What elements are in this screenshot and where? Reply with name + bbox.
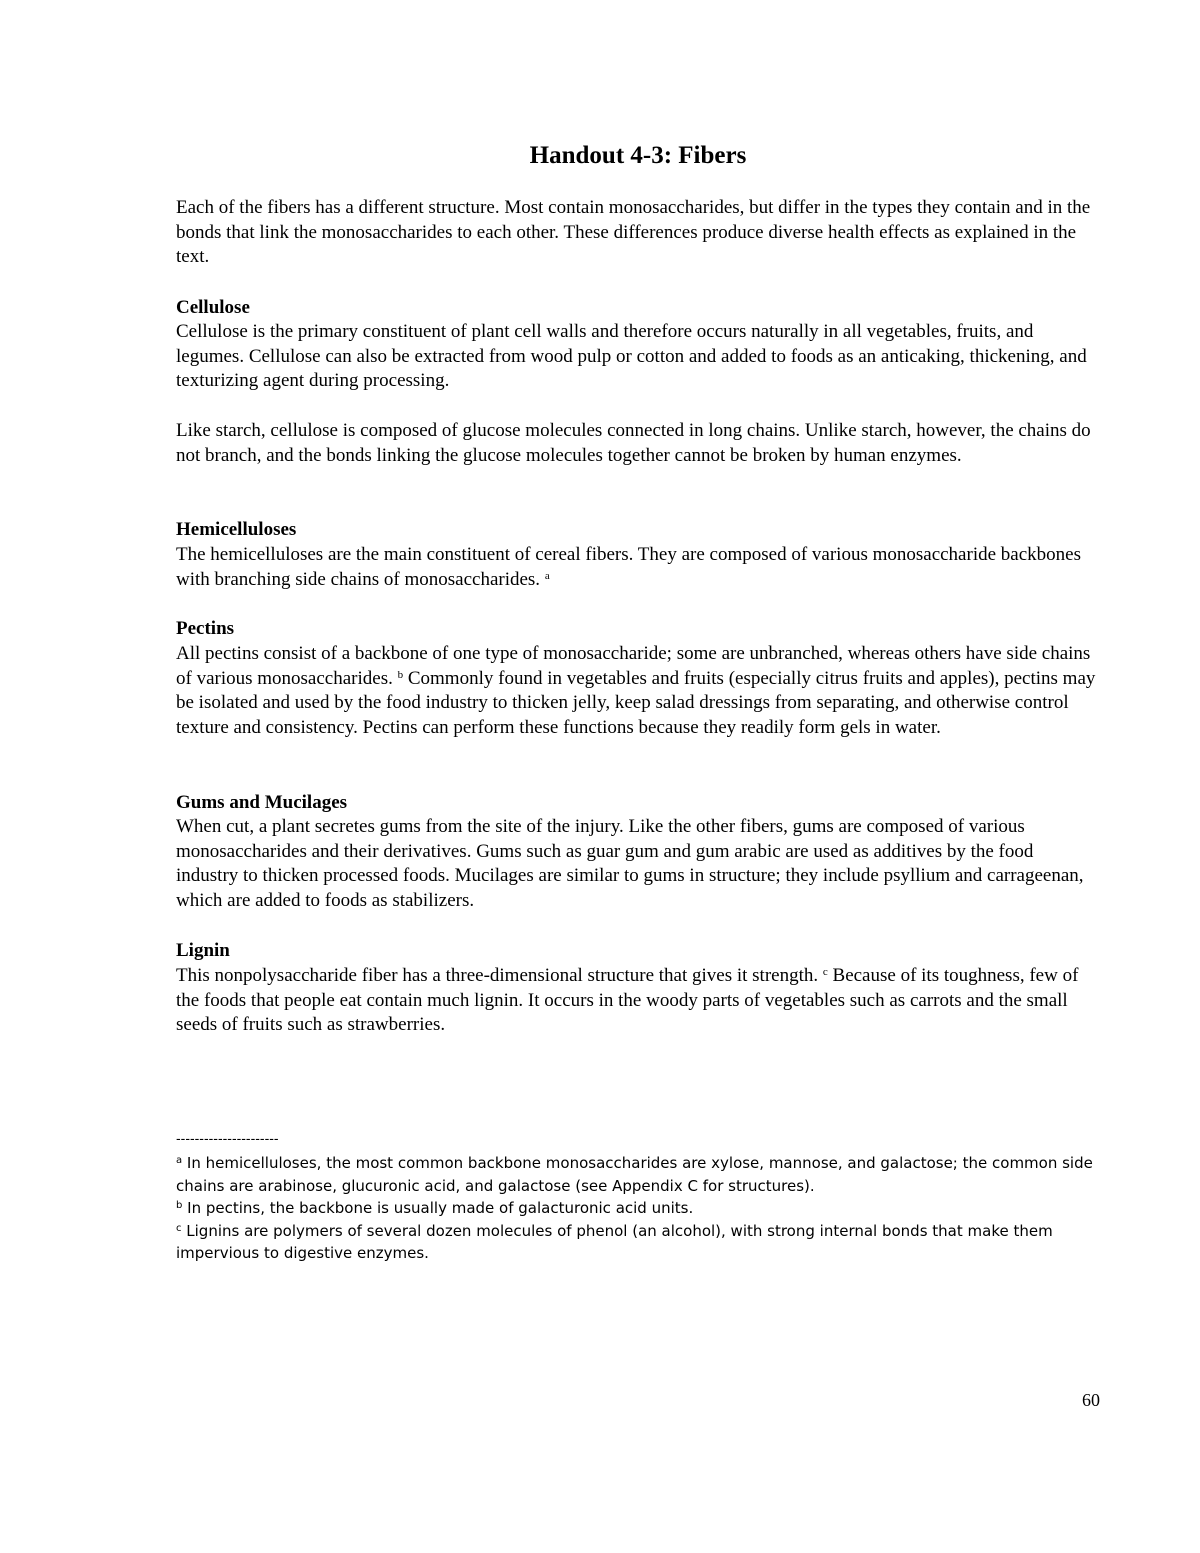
footnote-ref-c: c [822, 966, 828, 978]
section-heading-hemicelluloses: Hemicelluloses [176, 519, 297, 540]
lignin-text-before: This nonpolysaccharide fiber has a three-dimensional structure that gives it strength. [176, 965, 819, 986]
footnote-text: Lignins are polymers of several dozen molecules of phenol (an alcohol), with strong internal bonds that make them impervious to digestive enzymes. [176, 1221, 1053, 1262]
hemicelluloses-text: The hemicelluloses are the main constituent of cereal fibers. They are composed of various monosaccharide backbones with branching side chains of monosaccharides. [176, 544, 1081, 590]
footnote-mark: c [176, 1222, 182, 1234]
section-heading-gums: Gums and Mucilages [176, 792, 348, 813]
page-title: Handout 4-3: Fibers [529, 142, 747, 169]
footnote-b [176, 1197, 1100, 1220]
section-heading-lignin: Lignin [176, 940, 230, 961]
pectins-text-after: Commonly found in vegetables and fruits (especially citrus fruits and apples), pectins may be isolated and used by the food industry to thicken jelly, keep salad dressings from separating, and otherwise control texture and consistency. Pectins can perform these functions because they readily form gels in water. [176, 667, 1096, 738]
gums-paragraph: When cut, a plant secretes gums from the site of the injury. Like the other fibers, gums are composed of various monosaccharides and their derivatives. Gums such as guar gum and gum arabic are used as additives by the food industry to thicken processed foods. Mucilages are similar to gums in structure; they include psyllium and carrageenan, which are added to foods as stabilizers. [176, 816, 1084, 911]
cellulose-paragraph-1: Cellulose is the primary constituent of plant cell walls and therefore occurs naturally in all vegetables, fruits, and legumes. Cellulose can also be extracted from wood pulp or cotton and added to foods as an anticaking, thickening, and texturizing agent during processing. [176, 321, 1087, 392]
footnote-c [176, 1220, 1100, 1265]
footnote-text: In pectins, the backbone is usually made of galacturonic acid units. [187, 1199, 694, 1217]
section-heading-pectins: Pectins [176, 618, 235, 639]
footnotes [176, 1152, 1100, 1265]
section-heading-cellulose: Cellulose [176, 297, 250, 318]
footnote-text: In hemicelluloses, the most common backbone monosaccharides are xylose, mannose, and galactose; the common side chains are arabinose, glucuronic acid, and galactose (see Appendix C for structures). [176, 1154, 1093, 1195]
footnote-ref-b: b [397, 668, 404, 681]
footnote-separator: ---------------------- [176, 1130, 279, 1146]
footnote-ref-a: a [544, 569, 550, 582]
footnote-mark: b [176, 1200, 183, 1211]
footnote-mark: a [176, 1155, 183, 1166]
cellulose-paragraph-2: Like starch, cellulose is composed of glucose molecules connected in long chains. Unlike starch, however, the chains do not branch, and the bonds linking the glucose molecules together cannot be broken by human enzymes. [176, 420, 1091, 466]
hemicelluloses-paragraph [176, 543, 1100, 592]
page-number: 60 [1082, 1390, 1100, 1410]
footnote-a [176, 1152, 1100, 1197]
intro-paragraph: Each of the fibers has a different structure. Most contain monosaccharides, but differ in the types they contain and in the bonds that link the monosaccharides to each other. These differences produce diverse health effects as explained in the text. [176, 197, 1091, 268]
lignin-paragraph [176, 964, 1100, 1038]
lignin-text-after: Because of its toughness, few of the foods that people eat contain much lignin. It occurs in the woody parts of vegetables such as carrots and the small seeds of fruits such as strawberries. [176, 965, 1079, 1036]
pectins-text-before: All pectins consist of a backbone of one type of monosaccharide; some are unbranched, whereas others have side chains of various monosaccharides. [176, 643, 1091, 689]
pectins-paragraph [176, 642, 1100, 740]
